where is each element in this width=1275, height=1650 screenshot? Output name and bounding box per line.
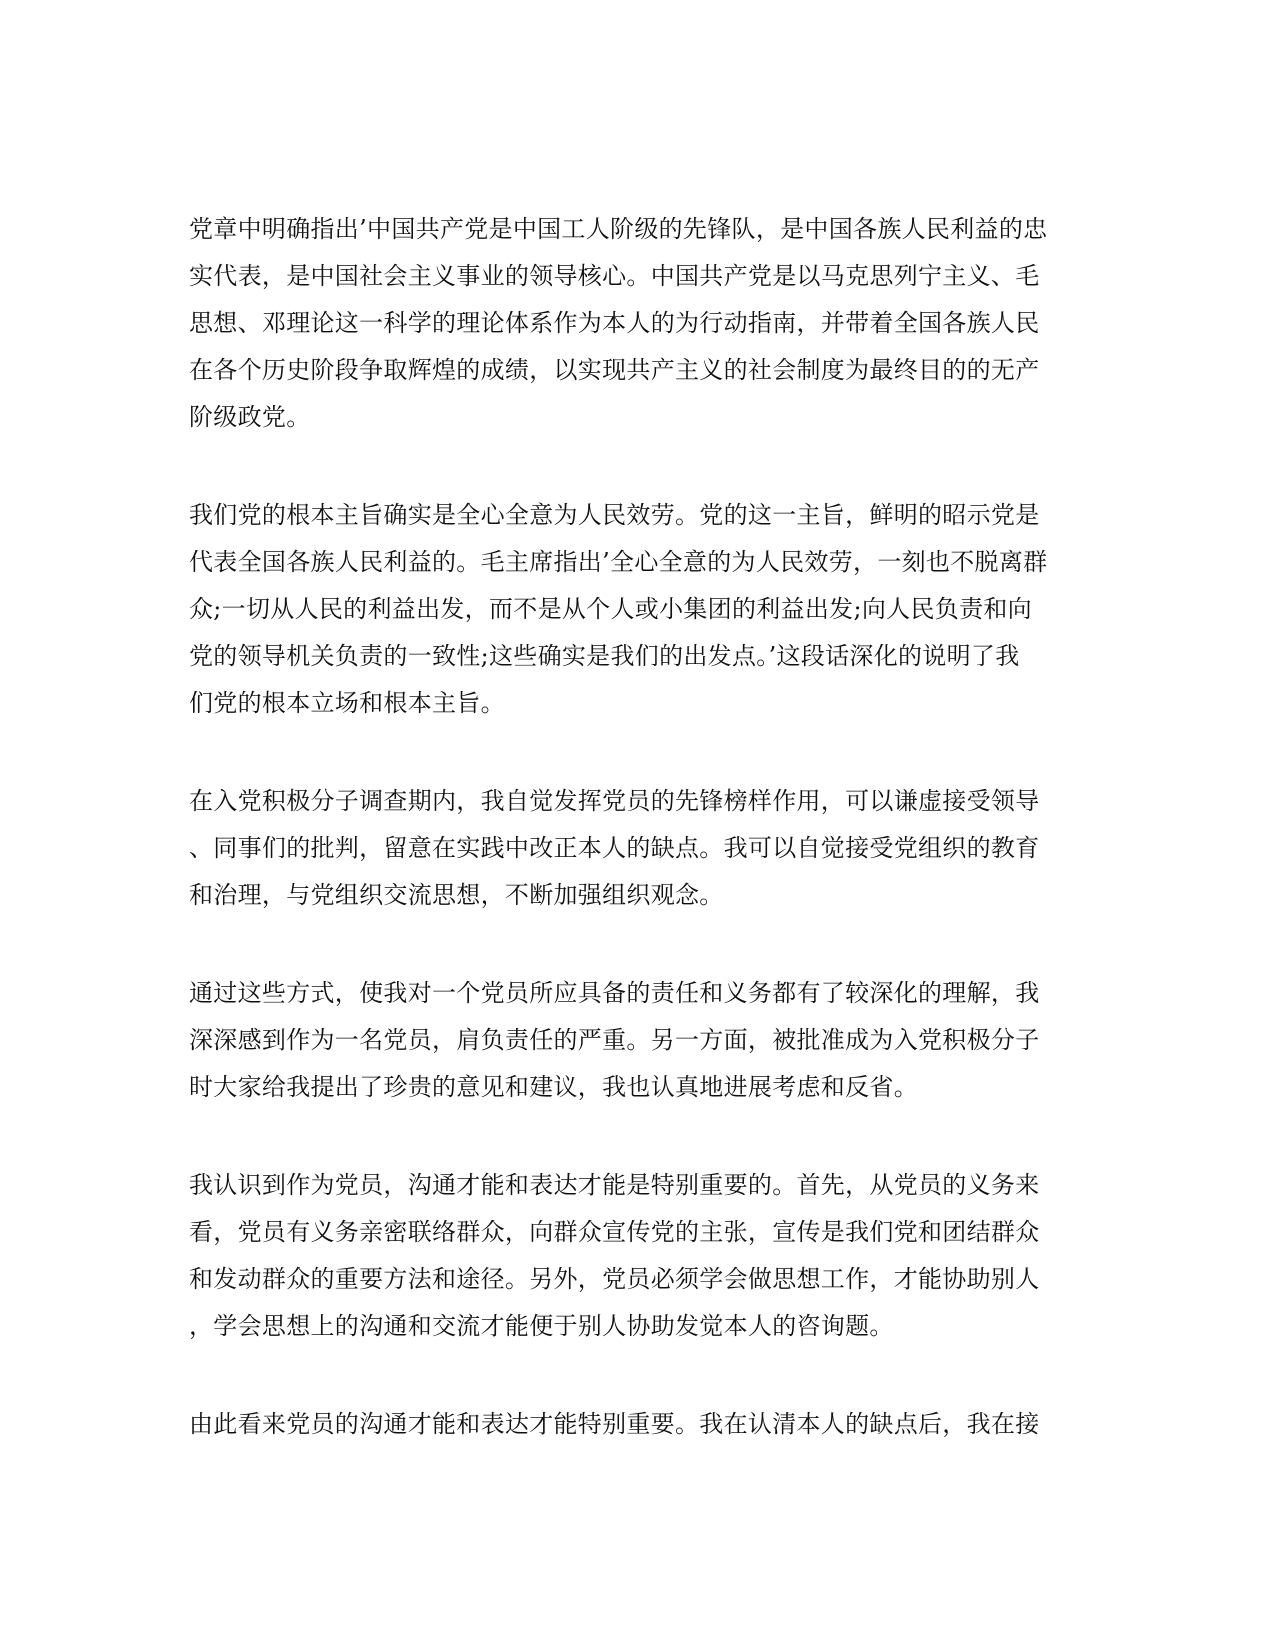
text-line: 我们党的根本主旨确实是全心全意为人民效劳。党的这一主旨，鲜明的昭示党是: [189, 501, 1040, 529]
text-line: 阶级政党。: [189, 403, 311, 431]
text-line: 深深感到作为一名党员，肩负责任的严重。另一方面，被批准成为入党积极分子: [189, 1026, 1040, 1054]
text-line: 时大家给我提出了珍贵的意见和建议，我也认真地进展考虑和反省。: [189, 1073, 918, 1101]
text-line: 代表全国各族人民利益的。毛主席指出’全心全意的为人民效劳，一刻也不脱离群: [189, 548, 1048, 576]
paragraph-5: [189, 1162, 1069, 1350]
text-line: 党章中明确指出’中国共产党是中国工人阶级的先锋队，是中国各族人民利益的忠: [189, 215, 1048, 243]
text-line: 党的领导机关负责的一致性;这些确实是我们的出发点。’这段话深化的说明了我: [189, 642, 1020, 670]
text-line: 通过这些方式，使我对一个党员所应具备的责任和义务都有了较深化的理解，我: [189, 979, 1040, 1007]
paragraph-2: [189, 492, 1069, 727]
text-line: 和发动群众的重要方法和途径。另外，党员必须学会做思想工作，才能协助别人: [189, 1265, 1040, 1293]
text-line: 众;一切从人民的利益出发，而不是从个人或小集团的利益出发;向人民负责和向: [189, 595, 1032, 623]
text-line: 思想、邓理论这一科学的理论体系作为本人的为行动指南，并带着全国各族人民: [189, 309, 1040, 337]
paragraph-3: [189, 778, 1069, 919]
text-line: 、同事们的批判，留意在实践中改正本人的缺点。我可以自觉接受党组织的教育: [189, 834, 1040, 862]
text-line: 在各个历史阶段争取辉煌的成绩，以实现共产主义的社会制度为最终目的的无产: [189, 356, 1040, 384]
text-line: 实代表，是中国社会主义事业的领导核心。中国共产党是以马克思列宁主义、毛: [189, 262, 1040, 290]
text-line: 们党的根本立场和根本主旨。: [189, 689, 505, 717]
text-line: 在入党积极分子调查期内，我自觉发挥党员的先锋榜样作用，可以谦虚接受领导: [189, 787, 1040, 815]
document-body: [189, 206, 1069, 1499]
text-line: ，学会思想上的沟通和交流才能便于别人协助发觉本人的咨询题。: [189, 1312, 894, 1340]
paragraph-6: [189, 1401, 1069, 1448]
paragraph-1: [189, 206, 1069, 441]
text-line: 和治理，与党组织交流思想，不断加强组织观念。: [189, 881, 724, 909]
text-line: 由此看来党员的沟通才能和表达才能特别重要。我在认清本人的缺点后，我在接: [189, 1410, 1040, 1438]
text-line: 看，党员有义务亲密联络群众，向群众宣传党的主张，宣传是我们党和团结群众: [189, 1218, 1040, 1246]
paragraph-4: [189, 970, 1069, 1111]
text-line: 我认识到作为党员，沟通才能和表达才能是特别重要的。首先，从党员的义务来: [189, 1171, 1040, 1199]
